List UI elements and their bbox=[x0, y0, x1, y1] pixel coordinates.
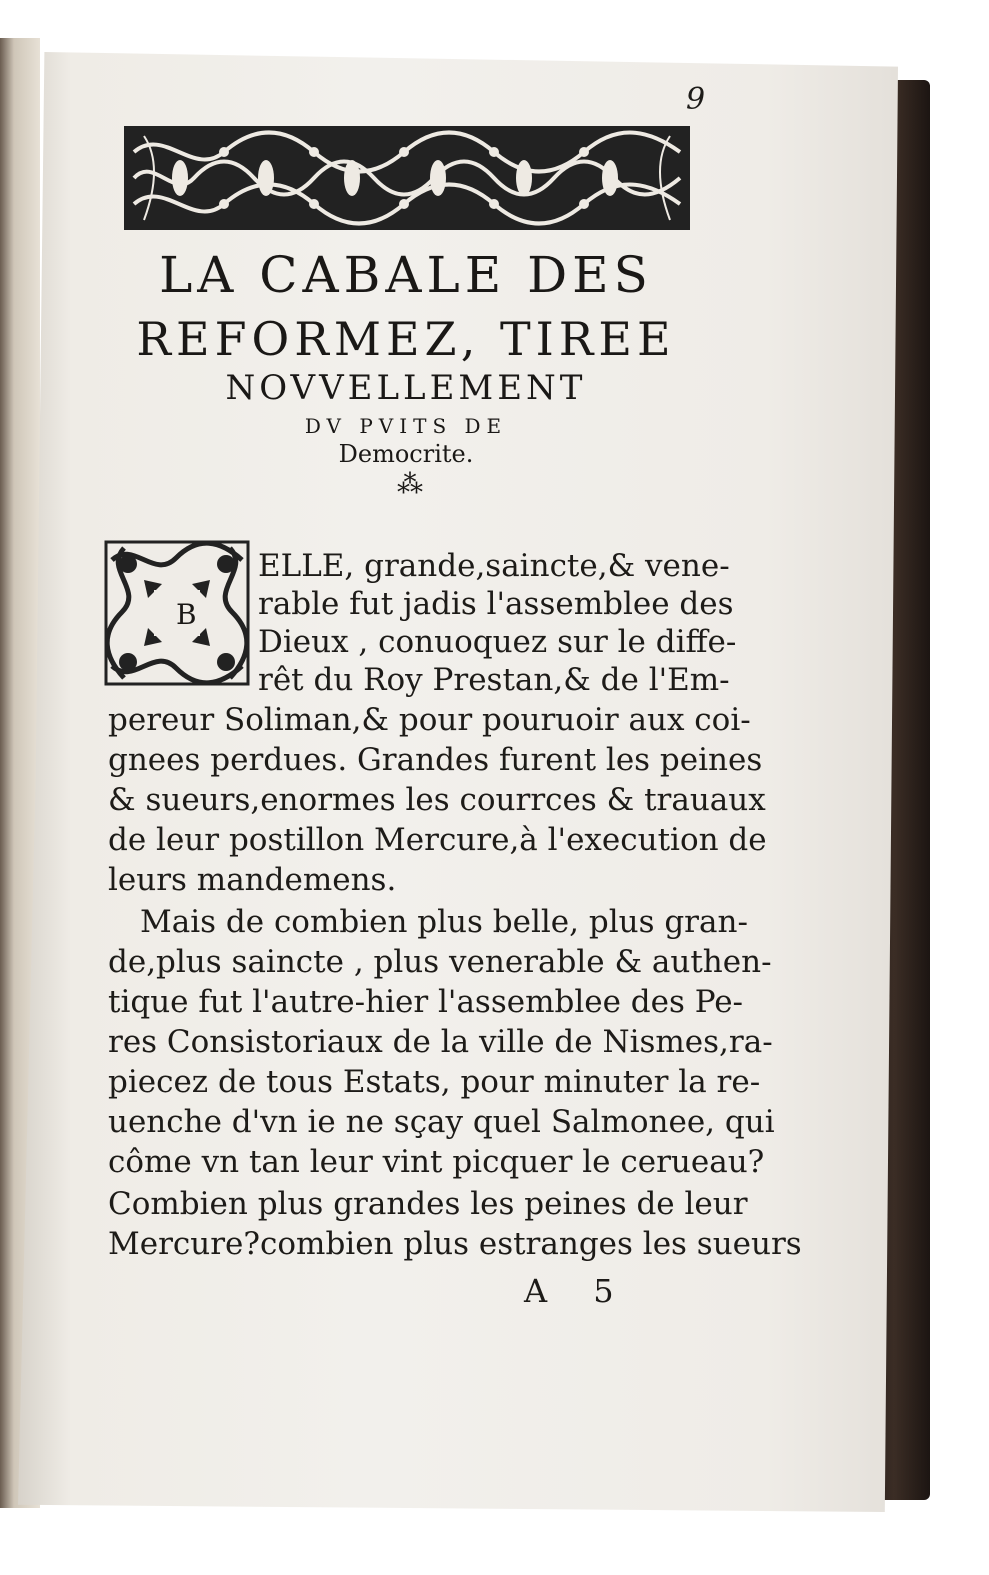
body-line: tique fut l'autre-hier l'assemblee des Pe- bbox=[108, 984, 744, 1020]
body-line: uenche d'vn ie ne sçay quel Salmonee, qui bbox=[108, 1104, 775, 1140]
title-line-4: DV PVITS DE bbox=[304, 414, 508, 438]
asterism-ornament: ⁂ bbox=[397, 470, 423, 500]
body-line: pereur Soliman,& pour pouruoir aux coi- bbox=[108, 702, 751, 738]
body-line: côme vn tan leur vint picquer le cerueau? bbox=[108, 1144, 765, 1180]
title-line-2: REFORMEZ, TIREE bbox=[136, 312, 676, 366]
body-line: ELLE, grande,saincte,& vene- bbox=[258, 548, 730, 584]
body-line: de,plus saincte , plus venerable & authen- bbox=[108, 944, 772, 980]
title-line-1: LA CABALE DES bbox=[159, 246, 653, 304]
body-line: Combien plus grandes les peines de leur bbox=[108, 1186, 748, 1222]
body-line: rable fut jadis l'assemblee des bbox=[258, 586, 734, 622]
title-line-5: Democrite. bbox=[338, 440, 474, 468]
drop-cap-letter: B bbox=[176, 598, 197, 631]
body-line: & sueurs,enormes les courrces & trauaux bbox=[108, 782, 766, 818]
body-line: Dieux , conuoquez sur le diffe- bbox=[258, 624, 737, 660]
body-line: gnees perdues. Grandes furent les peines bbox=[108, 742, 763, 778]
signature-mark: A 5 bbox=[524, 1272, 632, 1310]
body-line: piecez de tous Estats, pour minuter la re- bbox=[108, 1064, 761, 1100]
title-line-3: NOVVELLEMENT bbox=[225, 368, 587, 408]
body-line: Mais de combien plus belle, plus gran- bbox=[140, 904, 748, 940]
page-number: 9 bbox=[686, 82, 706, 117]
body-line: leurs mandemens. bbox=[108, 862, 397, 898]
body-line: rêt du Roy Prestan,& de l'Em- bbox=[258, 662, 730, 698]
body-line: de leur postillon Mercure,à l'execution de bbox=[108, 822, 767, 858]
body-line: Mercure?combien plus estranges les sueurs bbox=[108, 1226, 802, 1262]
ornamental-headpiece bbox=[124, 126, 690, 230]
body-line: res Consistoriaux de la ville de Nismes,ra- bbox=[108, 1024, 773, 1060]
